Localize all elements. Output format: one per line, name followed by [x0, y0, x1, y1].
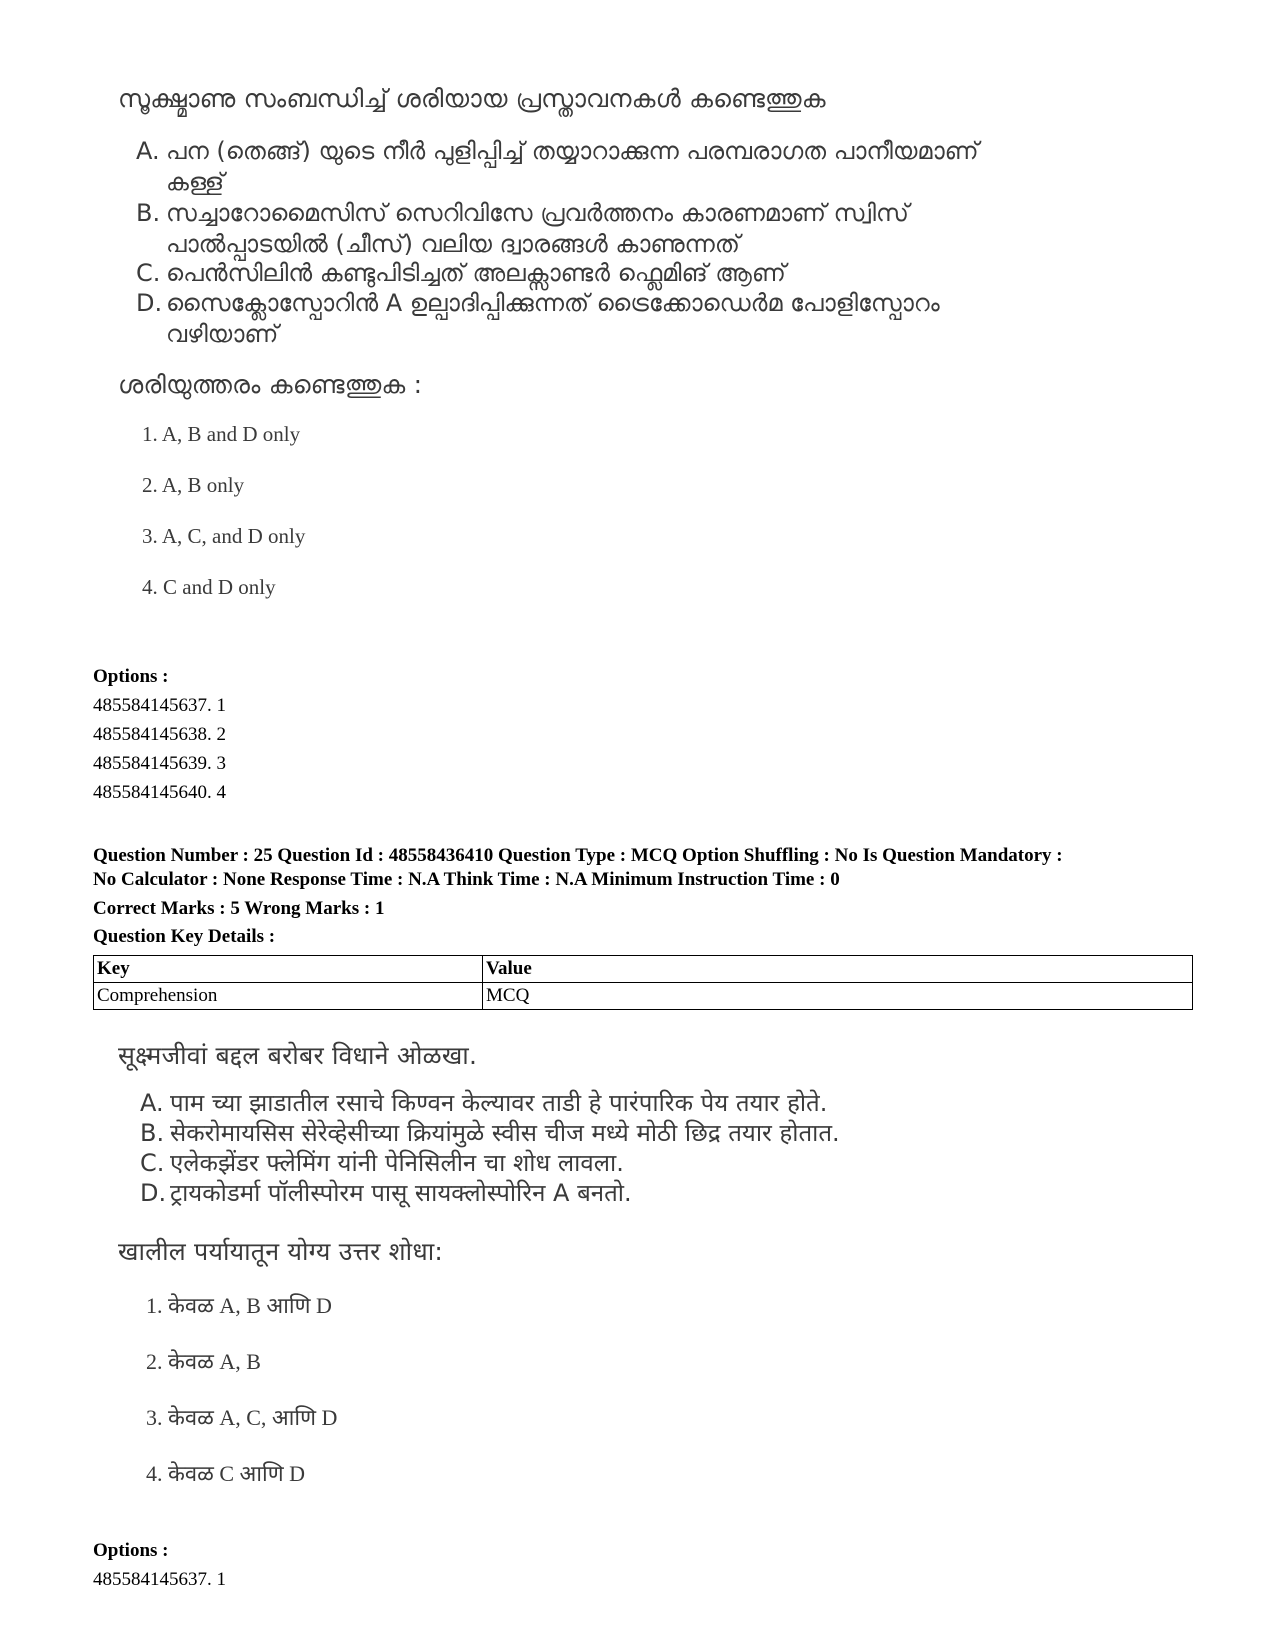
- statement-c: C. एलेकझेंडर फ्लेमिंग यांनी पेनिसिलीन चा शोध लावला.: [140, 1149, 624, 1177]
- statement-d: D. ट्रायकोडर्मा पॉलीस्पोरम पासू सायक्लोस्पोरिन A बनतो.: [140, 1179, 632, 1207]
- question-prompt: खालील पर्यायातून योग्य उत्तर शोधा:: [118, 1237, 444, 1266]
- option-item: 485584145638. 2: [93, 724, 226, 745]
- choice-4: 4. केवळ C आणि D: [146, 1461, 305, 1486]
- question-meta-line-2: No Calculator : None Response Time : N.A Think Time : N.A Minimum Instruction Time : 0: [93, 869, 840, 890]
- question-meta-line-1: Question Number : 25 Question Id : 48558436410 Question Type : MCQ Option Shuffling : No Is Question Mandatory :: [93, 845, 1063, 866]
- marks-line: Correct Marks : 5 Wrong Marks : 1: [93, 898, 385, 919]
- statement-b: B. സച്ചാറോമൈസിസ് സെറിവിസേ പ്രവർത്തനം കാരണമാണ് സ്വിസ് പാൽപ്പാടയിൽ (ചീസ്) വലിയ ദ്വാരങ്ങൾ കാണുന്നത്: [136, 199, 909, 258]
- table-row: [94, 983, 1193, 1010]
- choice-3: 3. A, C, and D only: [142, 524, 306, 548]
- option-item: 485584145639. 3: [93, 753, 226, 774]
- choice-1: 1. केवळ A, B आणि D: [146, 1293, 332, 1318]
- table-header-row: [94, 956, 1193, 983]
- key-details-table: [93, 955, 1193, 1010]
- key-details-heading: Question Key Details :: [93, 926, 276, 947]
- header-key: Key: [94, 956, 483, 983]
- question-prompt: ശരിയുത്തരം കണ്ടെത്തുക :: [118, 370, 423, 399]
- options-heading: Options :: [93, 666, 169, 687]
- choice-2: 2. A, B only: [142, 473, 245, 497]
- statement-b: B. सेकरोमायसिस सेरेव्हेसीच्या क्रियांमुळे स्वीस चीज मध्ये मोठी छिद्र तयार होतात.: [140, 1119, 840, 1147]
- option-item: 485584145637. 1: [93, 695, 226, 716]
- cell-value: MCQ: [483, 983, 1193, 1010]
- statement-a: A. പന (തെങ്ങ്) യുടെ നീർ പുളിപ്പിച്ച് തയ്യാറാക്കുന്ന പരമ്പരാഗത പാനീയമാണ് കള്ള്: [136, 137, 979, 196]
- question-stem: സൂക്ഷ്മാണു സംബന്ധിച്ച് ശരിയായ പ്രസ്താവനകൾ കണ്ടെത്തുക: [118, 84, 826, 113]
- choice-1: 1. A, B and D only: [142, 422, 301, 446]
- choice-2: 2. केवळ A, B: [146, 1349, 261, 1374]
- header-value: Value: [483, 956, 1193, 983]
- question-stem: सूक्ष्मजीवां बद्दल बरोबर विधाने ओळखा.: [118, 1041, 478, 1070]
- options-heading: Options :: [93, 1540, 169, 1561]
- option-item: 485584145640. 4: [93, 782, 226, 803]
- option-item: 485584145637. 1: [93, 1569, 226, 1590]
- statement-c: C. പെൻസിലിൻ കണ്ടുപിടിച്ചത് അലക്സാണ്ടർ ഫ്ലെമിങ് ആണ്: [136, 259, 786, 287]
- choice-3: 3. केवळ A, C, आणि D: [146, 1405, 338, 1430]
- choice-4: 4. C and D only: [142, 575, 276, 599]
- statement-d: D. സൈക്ലോസ്പോറിൻ A ഉല്പാദിപ്പിക്കുന്നത് ട്രൈക്കോഡെർമ പോളിസ്പോറം വഴിയാണ്: [136, 289, 940, 348]
- cell-key: Comprehension: [94, 983, 483, 1010]
- statement-a: A. पाम च्या झाडातील रसाचे किण्वन केल्यावर ताडी हे पारंपारिक पेय तयार होते.: [140, 1089, 828, 1117]
